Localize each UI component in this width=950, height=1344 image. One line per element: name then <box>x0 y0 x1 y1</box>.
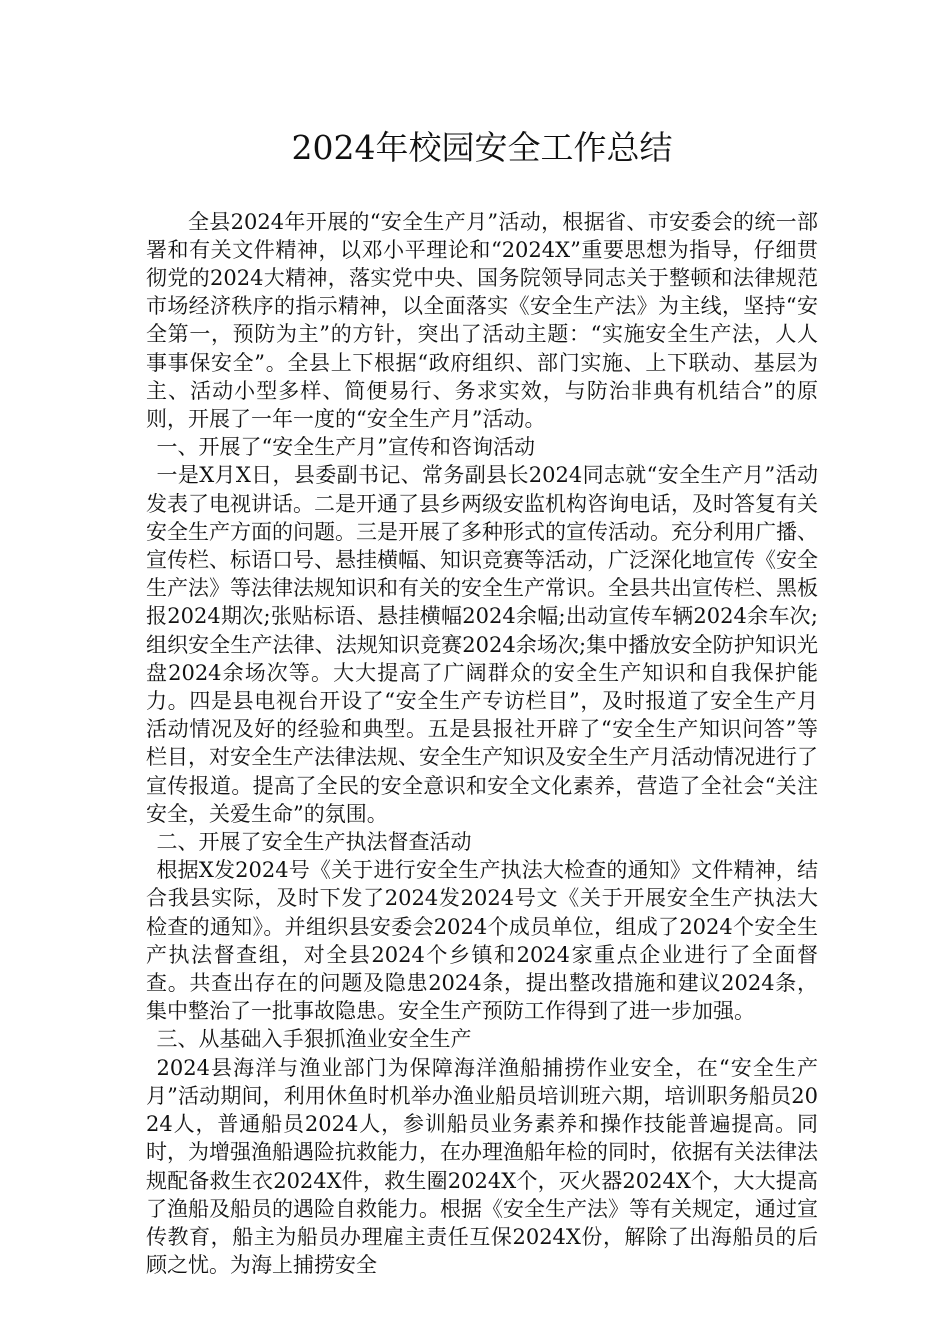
section-heading-1: 一、开展了“安全生产月”宣传和咨询活动 <box>156 435 535 460</box>
document-title: 2024年校园安全工作总结 <box>291 128 673 167</box>
section-heading-3: 三、从基础入手狠抓渔业安全生产 <box>156 1027 472 1052</box>
section-heading-2: 二、开展了安全生产执法督查活动 <box>156 830 472 855</box>
document-page <box>146 128 818 1279</box>
intro-paragraph: 全县2024年开展的“安全生产月”活动，根据省、市安委会的统一部署和有关文件精神，以邓小平理论和“2024X”重要思想为指导，仔细贯彻党的2024大精神，落实党中央、国务院领导同志关于整顿和法律规范市场经济秩序的指示精神，以全面落实《安全生产法》为主线，坚持“安全第一，预防为主”的方针，突出了活动主题：“实施安全生产法，人人事事保安全”。全县上下根据“政府组织、部门实施、上下联动、基层为主、活动小型多样、简便易行、务求实效，与防治非典有机结合”的原则，开展了一年一度的“安全生产月”活动。 <box>146 209 818 432</box>
section-body-2: 根据X发2024号《关于进行安全生产执法大检查的通知》文件精神，结合我县实际，及时下发了2024发2024号文《关于开展安全生产执法大检查的通知》。并组织县安委会2024个成员单位，组成了2024个安全生产执法督查组，对全县2024个乡镇和2024家重点企业进行了全面督查。共查出存在的问题及隐患2024条，提出整改措施和建议2024条，集中整治了一批事故隐患。安全生产预防工作得到了进一步加强。 <box>146 858 818 1024</box>
section-body-3: 2024县海洋与渔业部门为保障海洋渔船捕捞作业安全，在“安全生产月”活动期间，利用休鱼时机举办渔业船员培训班六期，培训职务船员2024人，普通船员2024人，参训船员业务素养和操作技能普遍提高。同时，为增强渔船遇险抗救能力，在办理渔船年检的同时，依据有关法律法规配备救生衣2024X件，救生圈2024X个，灭火器2024X个，大大提高了渔船及船员的遇险自救能力。根据《安全生产法》等有关规定，通过宣传教育，船主为船员办理雇主责任互保2024X份，解除了出海船员的后顾之忧。为海上捕捞安全 <box>146 1055 818 1278</box>
section-body-1: 一是X月X日，县委副书记、常务副县长2024同志就“安全生产月”活动发表了电视讲话。二是开通了县乡两级安监机构咨询电话，及时答复有关安全生产方面的问题。三是开展了多种形式的宣传活动。充分利用广播、宣传栏、标语口号、悬挂横幅、知识竞赛等活动，广泛深化地宣传《安全生产法》等法律法规知识和有关的安全生产常识。全县共出宣传栏、黑板报2024期次;张贴标语、悬挂横幅2024余幅;出动宣传车辆2024余车次;组织安全生产法律、法规知识竞赛2024余场次;集中播放安全防护知识光盘2024余场次等。大大提高了广阔群众的安全生产知识和自我保护能力。四是县电视台开设了“安全生产专访栏目”，及时报道了安全生产月活动情况及好的经验和典型。五是县报社开辟了“安全生产知识问答”等栏目，对安全生产法律法规、安全生产知识及安全生产月活动情况进行了宣传报道。提高了全民的安全意识和安全文化素养，营造了全社会“关注安全，关爱生命”的氛围。 <box>146 463 818 826</box>
